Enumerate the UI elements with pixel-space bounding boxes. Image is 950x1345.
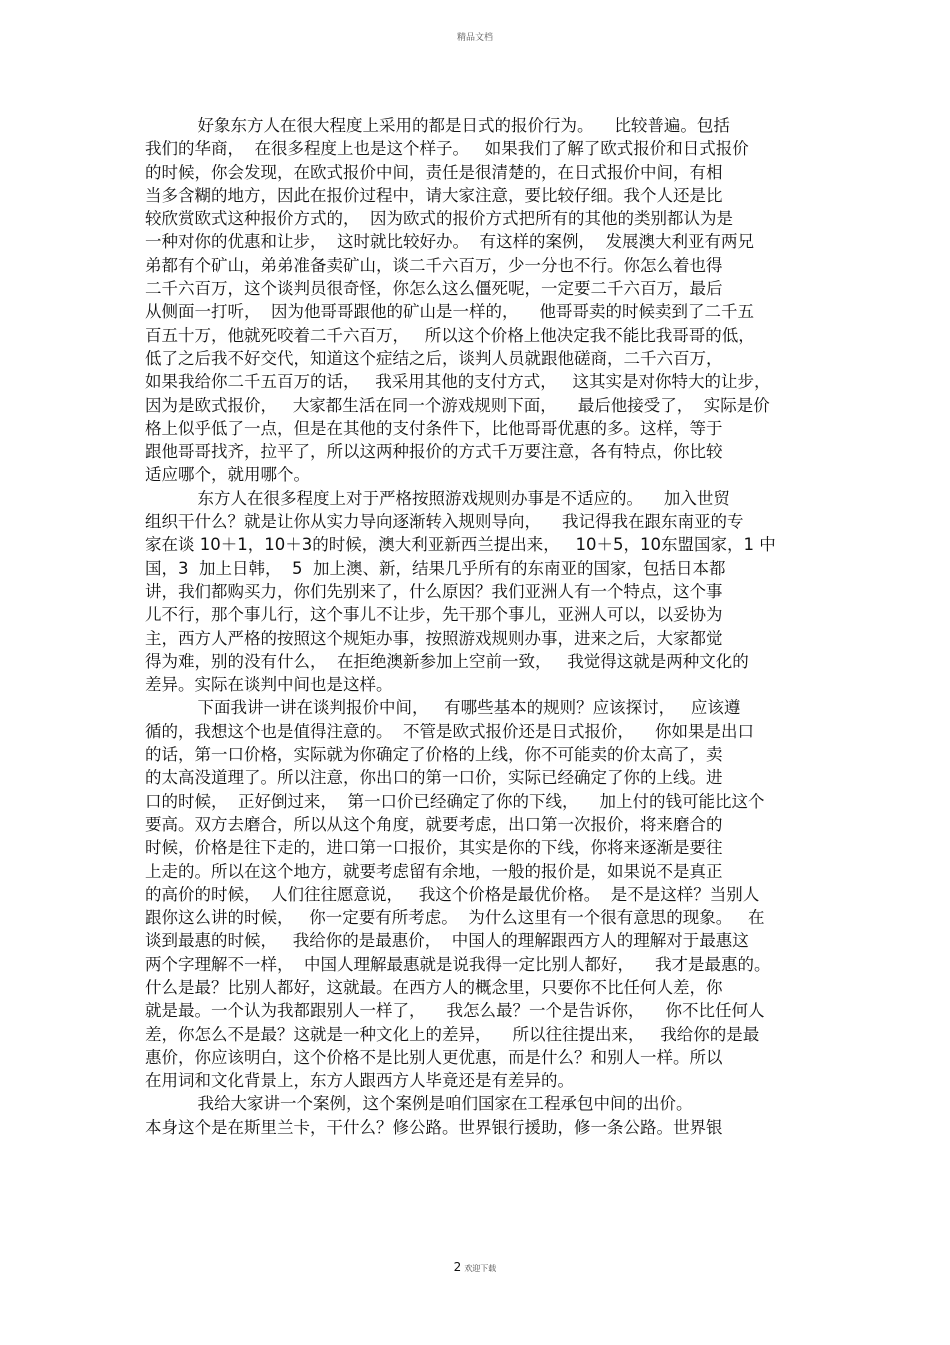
text-line: 循的，我想这个也是值得注意的。 不管是欧式报价还是日式报价， 你如果是出口 bbox=[145, 721, 754, 741]
text-line: 东方人在很多程度上对于严格按照游戏规则办事是不适应的。 加入世贸 bbox=[145, 488, 730, 508]
text-line: 得为难，别的没有什么， 在拒绝澳新参加上空前一致， 我觉得这就是两种文化的 bbox=[145, 651, 749, 671]
text-line: 较欣赏欧式这种报价方式的， 因为欧式的报价方式把所有的其他的类别都认为是 bbox=[145, 209, 733, 229]
text-line: 因为是欧式报价， 大家都生活在同一个游戏规则下面， 最后他接受了， 实际是价 bbox=[145, 395, 770, 415]
text-line: 差，你怎么不是最？这就是一种文化上的差异， 所以往往提出来， 我给你的是最 bbox=[145, 1024, 760, 1044]
text-line: 的太高没道理了。所以注意，你出口的第一口价，实际已经确定了你的上线。进 bbox=[145, 768, 723, 788]
text-line: 在用词和文化背景上，东方人跟西方人毕竟还是有差异的。 bbox=[145, 1071, 574, 1091]
text-line: 谈到最惠的时候， 我给你的是最惠价， 中国人的理解跟西方人的理解对于最惠这 bbox=[145, 931, 749, 951]
text-line: 低了之后我不好交代，知道这个症结之后，谈判人员就跟他磋商，二千六百万， bbox=[145, 348, 723, 368]
text-line: 家在谈 10＋1，10＋3的时候，澳大利亚新西兰提出来， 10＋5，10东盟国家，1 中 bbox=[145, 535, 776, 555]
text-line: 我给大家讲一个案例，这个案例是咱们国家在工程承包中间的出价。 bbox=[145, 1094, 693, 1114]
text-line: 从侧面一打听， 因为他哥哥跟他的矿山是一样的， 他哥哥卖的时候卖到了二千五 bbox=[145, 302, 754, 322]
text-line: 下面我讲一讲在谈判报价中间， 有哪些基本的规则？应该探讨， 应该遵 bbox=[145, 698, 741, 718]
text-line: 百五十万，他就死咬着二千六百万， 所以这个价格上他决定我不能比我哥哥的低， bbox=[145, 325, 755, 345]
text-line: 差异。实际在谈判中间也是这样。 bbox=[145, 675, 393, 695]
document-body bbox=[145, 114, 810, 1139]
page-header: 精品文档 bbox=[456, 33, 493, 43]
text-line: 口的时候， 正好倒过来， 第一口价已经确定了你的下线， 加上付的钱可能比这个 bbox=[145, 791, 765, 811]
text-line: 二千六百万，这个谈判员很奇怪，你怎么这么僵死呢，一定要二千六百万，最后 bbox=[145, 279, 723, 299]
text-line: 什么是最？比别人都好，这就最。在西方人的概念里，只要你不比任何人差，你 bbox=[145, 977, 723, 997]
text-line: 的话，第一口价格，实际就为你确定了价格的上线，你不可能卖的价太高了，卖 bbox=[145, 745, 723, 765]
text-line: 的高价的时候， 人们往往愿意说， 我这个价格是最优价格。 是不是这样？当别人 bbox=[145, 884, 760, 904]
text-line: 上走的。所以在这个地方，就要考虑留有余地，一般的报价是，如果说不是真正 bbox=[145, 861, 723, 881]
text-line: 格上似乎低了一点，但是在其他的支付条件下，比他哥哥优惠的多。这样，等于 bbox=[145, 418, 723, 438]
text-line: 一种对你的优惠和让步， 这时就比较好办。 有这样的案例， 发展澳大利亚有两兄 bbox=[145, 232, 754, 252]
text-line: 国，3 加上日韩， 5 加上澳、新，结果几乎所有的东南亚的国家，包括日本都 bbox=[145, 558, 726, 578]
text-line: 好象东方人在很大程度上采用的都是日式的报价行为。 比较普遍。包括 bbox=[145, 116, 730, 135]
text-line: 儿不行，那个事儿行，这个事儿不让步，先干那个事儿，亚洲人可以，以妥协为 bbox=[145, 605, 723, 625]
text-line: 主，西方人严格的按照这个规矩办事，按照游戏规则办事，进来之后，大家都觉 bbox=[145, 628, 723, 648]
text-line: 如果我给你二千五百万的话， 我采用其他的支付方式， 这其实是对你特大的让步， bbox=[145, 372, 771, 392]
text-line: 两个字理解不一样， 中国人理解最惠就是说我得一定比别人都好， 我才是最惠的。 bbox=[145, 954, 771, 974]
text-line: 弟都有个矿山，弟弟准备卖矿山，谈二千六百万，少一分也不行。你怎么着也得 bbox=[145, 255, 723, 275]
text-line: 当多含糊的地方，因此在报价过程中，请大家注意，要比较仔细。我个人还是比 bbox=[145, 185, 723, 205]
text-line: 就是最。一个认为我都跟别人一样了， 我怎么最？一个是告诉你， 你不比任何人 bbox=[145, 1001, 765, 1021]
text-line: 讲，我们都购买力，你们先别来了，什么原因？我们亚洲人有一个特点，这个事 bbox=[145, 581, 723, 601]
text-line: 时候，价格是往下走的，进口第一口报价，其实是你的下线，你将来逐渐是要往 bbox=[145, 838, 723, 858]
text-line: 惠价，你应该明白，这个价格不是比别人更优惠，而是什么？和别人一样。所以 bbox=[145, 1047, 723, 1067]
text-line: 的时候，你会发现，在欧式报价中间，责任是很清楚的，在日式报价中间，有相 bbox=[145, 162, 723, 182]
footer-text: 欢迎下载 bbox=[464, 1264, 497, 1273]
page-number: 2 bbox=[453, 1260, 462, 1274]
text-line: 本身这个是在斯里兰卡，干什么？修公路。世界银行援助，修一条公路。世界银 bbox=[145, 1117, 723, 1137]
text-line: 我们的华商， 在很多程度上也是这个样子。 如果我们了解了欧式报价和日式报价 bbox=[145, 139, 749, 159]
text-line: 跟他哥哥找齐，拉平了，所以这两种报价的方式千万要注意，各有特点，你比较 bbox=[145, 442, 723, 462]
text-line: 跟你这么讲的时候， 你一定要有所考虑。 为什么这里有一个很有意思的现象。 在 bbox=[145, 908, 765, 928]
text-line: 要高。双方去磨合，所以从这个角度，就要考虑，出口第一次报价，将来磨合的 bbox=[145, 814, 723, 834]
page-footer bbox=[0, 1260, 950, 1274]
text-line: 适应哪个，就用哪个。 bbox=[145, 465, 310, 485]
text-line: 组织干什么？就是让你从实力导向逐渐转入规则导向， 我记得我在跟东南亚的专 bbox=[145, 512, 744, 532]
